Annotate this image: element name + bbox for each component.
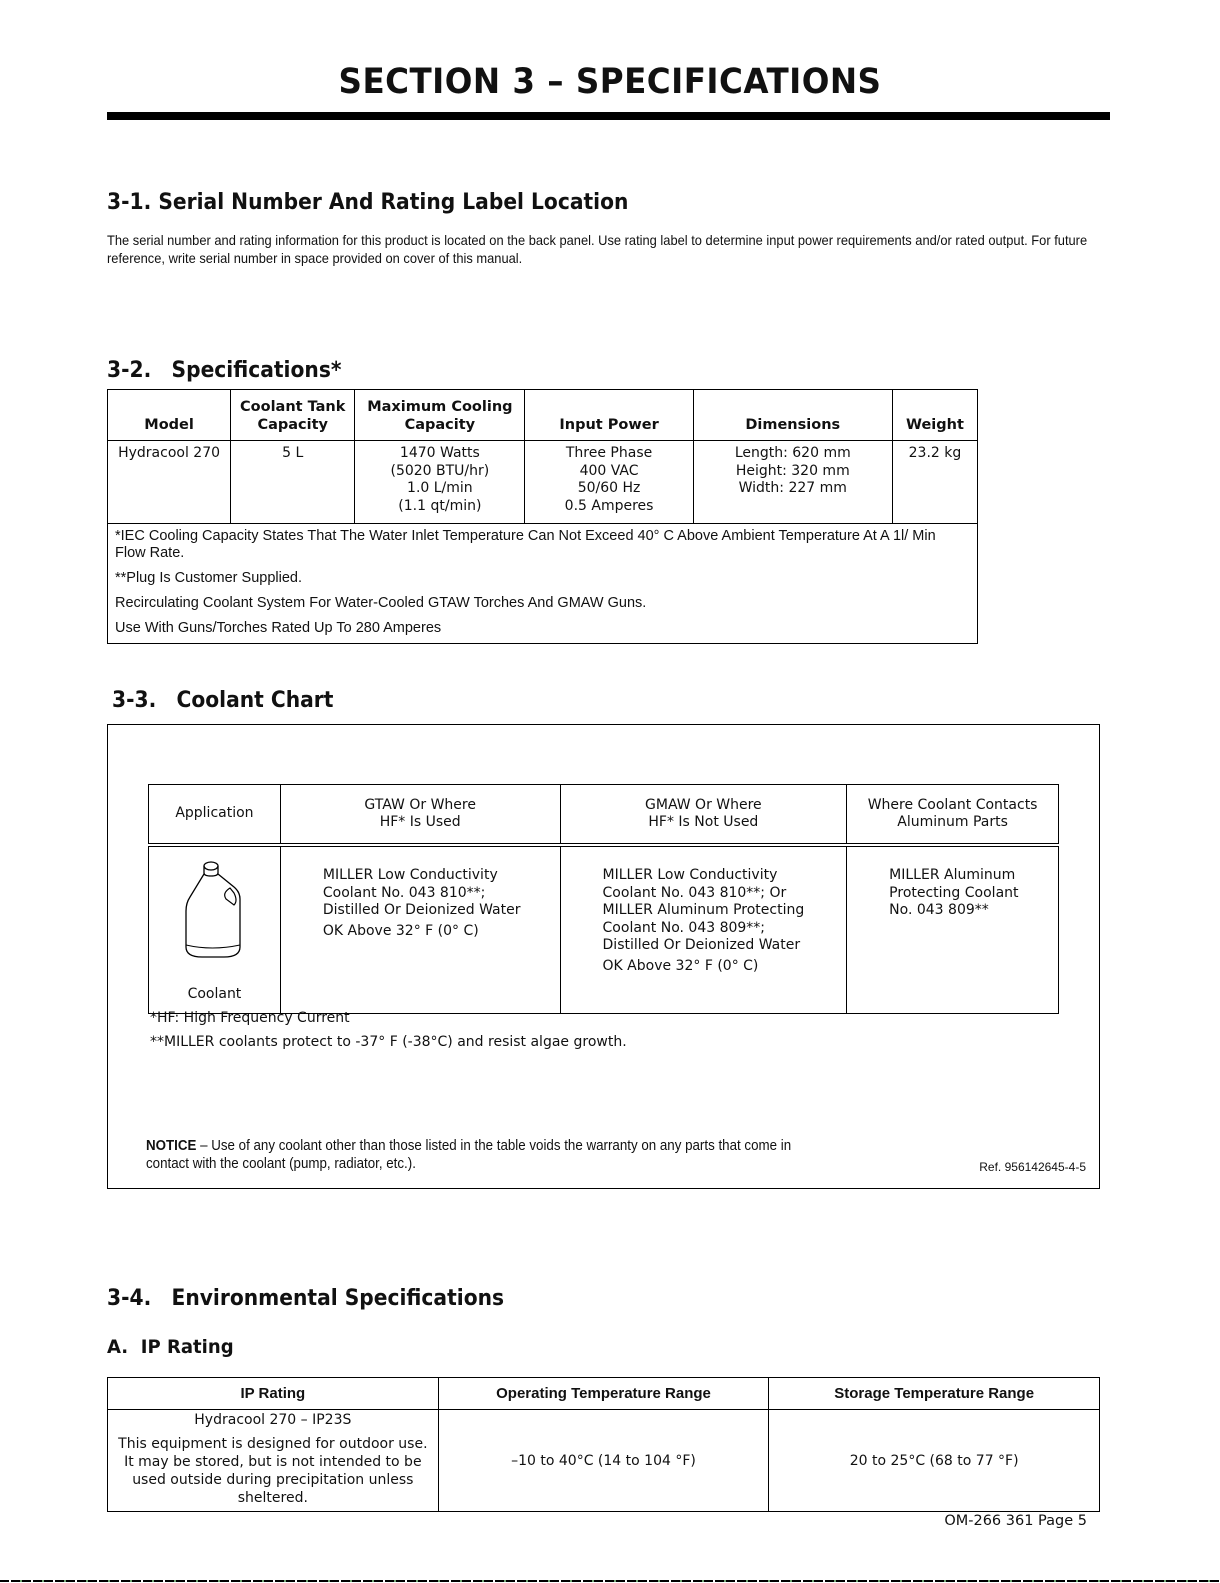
- serial-heading: [107, 190, 628, 215]
- gtaw-line: OK Above 32° F (0° C): [322, 922, 479, 939]
- aluminum-line: MILLER Aluminum: [889, 867, 1016, 883]
- cooling-line: (5020 BTU/hr): [390, 462, 490, 479]
- col-header-gtaw: [280, 785, 560, 846]
- aluminum-line: No. 043 809**: [889, 902, 989, 918]
- gmaw-line: Coolant No. 043 810**; Or: [602, 884, 787, 901]
- cooling-line: 1470 Watts: [399, 445, 480, 461]
- environment-heading-number: 3-4.: [107, 1286, 152, 1311]
- specs-header-row: [108, 390, 978, 441]
- serial-heading-title: Serial Number And Rating Label Location: [158, 190, 629, 215]
- table-row: [108, 441, 978, 524]
- coolant-label: Coolant: [187, 985, 242, 1002]
- title-rule: [107, 112, 1110, 120]
- specifications-table: [107, 389, 978, 644]
- cell-storage-range: 20 to 25°C (68 to 77 °F): [769, 1410, 1100, 1512]
- cooling-line: (1.1 qt/min): [398, 497, 482, 514]
- gmaw-line: MILLER Low Conductivity: [602, 867, 778, 883]
- spec-note: *IEC Cooling Capacity States That The Water Inlet Temperature Can Not Exceed 40° C Above Ambient Temperature At A 1l/ Min Flow Rate.: [115, 528, 936, 561]
- spec-note: Recirculating Coolant System For Water-Cooled GTAW Torches And GMAW Guns.: [115, 595, 647, 611]
- cell-cooling: [355, 441, 525, 524]
- ip-rating-subheading: [107, 1336, 234, 1358]
- coolant-jug-icon: [184, 859, 244, 959]
- ip-subheading-title: IP Rating: [140, 1336, 234, 1358]
- coolant-footnote-hf: *HF: High Frequency Current: [150, 1010, 350, 1026]
- cell-weight: 23.2 kg: [892, 441, 977, 524]
- col-header-power: Input Power: [525, 390, 693, 441]
- header-line: Aluminum Parts: [897, 814, 1008, 830]
- col-header-storage: Storage Temperature Range: [769, 1378, 1100, 1410]
- ip-subheading-letter: A.: [107, 1336, 129, 1358]
- col-header-cooling: Maximum Cooling Capacity: [355, 390, 525, 441]
- table-row: [149, 845, 1059, 1014]
- cell-operating-range: –10 to 40°C (14 to 104 °F): [438, 1410, 769, 1512]
- cell-model: Hydracool 270: [108, 441, 231, 524]
- col-header-weight: Weight: [892, 390, 977, 441]
- environment-heading: [107, 1286, 504, 1311]
- power-line: 50/60 Hz: [577, 480, 641, 496]
- coolant-heading-title: Coolant Chart: [176, 688, 334, 713]
- ip-rating-description: This equipment is designed for outdoor use. It may be stored, but is not intended to be used outside during precipitation unless sheltered.: [118, 1436, 428, 1506]
- specs-heading: [107, 358, 341, 383]
- dimension-line: Height: 320 mm: [735, 462, 850, 479]
- power-line: 400 VAC: [579, 462, 639, 479]
- gmaw-line: MILLER Aluminum Protecting: [602, 902, 805, 918]
- reference-number: Ref. 956142645-4-5: [979, 1160, 1086, 1174]
- cooling-line: 1.0 L/min: [407, 480, 473, 496]
- coolant-header-row: [149, 785, 1059, 846]
- notice: [146, 1137, 808, 1173]
- scan-edge-line: [0, 1580, 1220, 1582]
- header-line: HF* Is Used: [379, 814, 461, 830]
- header-line: HF* Is Not Used: [648, 814, 759, 830]
- page-number: OM-266 361 Page 5: [944, 1513, 1087, 1529]
- power-line: Three Phase: [565, 445, 653, 461]
- header-line: Application: [175, 805, 254, 822]
- gtaw-line: MILLER Low Conductivity: [322, 867, 498, 883]
- gmaw-line: Distilled Or Deionized Water: [602, 937, 801, 953]
- cell-tank: 5 L: [231, 441, 355, 524]
- table-row: [108, 1410, 1100, 1512]
- environmental-table: [107, 1377, 1100, 1512]
- notice-label: NOTICE: [146, 1138, 197, 1154]
- col-header-tank: Coolant Tank Capacity: [231, 390, 355, 441]
- dimension-line: Length: 620 mm: [734, 445, 851, 461]
- environment-heading-title: Environmental Specifications: [171, 1286, 505, 1311]
- env-header-row: [108, 1378, 1100, 1410]
- coolant-heading: [112, 688, 333, 713]
- gtaw-line: Coolant No. 043 810**;: [322, 884, 486, 901]
- col-header-model: Model: [108, 390, 231, 441]
- col-header-gmaw: [560, 785, 847, 846]
- coolant-footnote-protect: **MILLER coolants protect to -37° F (-38°C) and resist algae growth.: [150, 1034, 627, 1050]
- coolant-table: [148, 784, 1059, 1014]
- dimension-line: Width: 227 mm: [738, 480, 847, 496]
- header-line: GMAW Or Where: [645, 796, 762, 813]
- cell-gmaw: [560, 845, 847, 1014]
- cell-ip-rating: [108, 1410, 439, 1512]
- gmaw-line: Coolant No. 043 809**;: [602, 919, 766, 936]
- gmaw-line: OK Above 32° F (0° C): [602, 957, 759, 974]
- specs-notes: [108, 524, 978, 644]
- specs-heading-title: Specifications*: [171, 358, 342, 383]
- cell-aluminum: [847, 845, 1059, 1014]
- ip-rating-value: Hydracool 270 – IP23S: [194, 1412, 352, 1428]
- cell-power: [525, 441, 693, 524]
- section-title: SECTION 3 – SPECIFICATIONS: [338, 62, 882, 102]
- header-line: Where Coolant Contacts: [867, 796, 1038, 813]
- specs-heading-number: 3-2.: [107, 358, 152, 383]
- serial-body: The serial number and rating information for this product is located on the back panel. Use rating label to determine input power requirements and/or rated output. For future reference, write serial number in space provided on cover of this manual.: [107, 232, 1088, 266]
- cell-dimensions: [693, 441, 892, 524]
- spec-note: **Plug Is Customer Supplied.: [115, 570, 302, 586]
- specs-notes-row: [108, 524, 978, 644]
- power-line: 0.5 Amperes: [564, 497, 654, 514]
- header-line: GTAW Or Where: [364, 796, 476, 813]
- col-header-ip-rating: IP Rating: [108, 1378, 439, 1410]
- col-header-application: [149, 785, 281, 846]
- col-header-operating: Operating Temperature Range: [438, 1378, 769, 1410]
- spec-note: Use With Guns/Torches Rated Up To 280 Amperes: [115, 620, 442, 636]
- col-header-dimensions: Dimensions: [693, 390, 892, 441]
- cell-gtaw: [280, 845, 560, 1014]
- aluminum-line: Protecting Coolant: [889, 884, 1019, 901]
- gtaw-line: Distilled Or Deionized Water: [322, 902, 521, 918]
- cell-application: [149, 845, 281, 1014]
- notice-text: – Use of any coolant other than those listed in the table voids the warranty on any parts that come in contact with the coolant (pump, radiator, etc.).: [146, 1138, 792, 1172]
- coolant-heading-number: 3-3.: [112, 688, 157, 713]
- serial-heading-number: 3-1.: [107, 190, 152, 215]
- col-header-aluminum: [847, 785, 1059, 846]
